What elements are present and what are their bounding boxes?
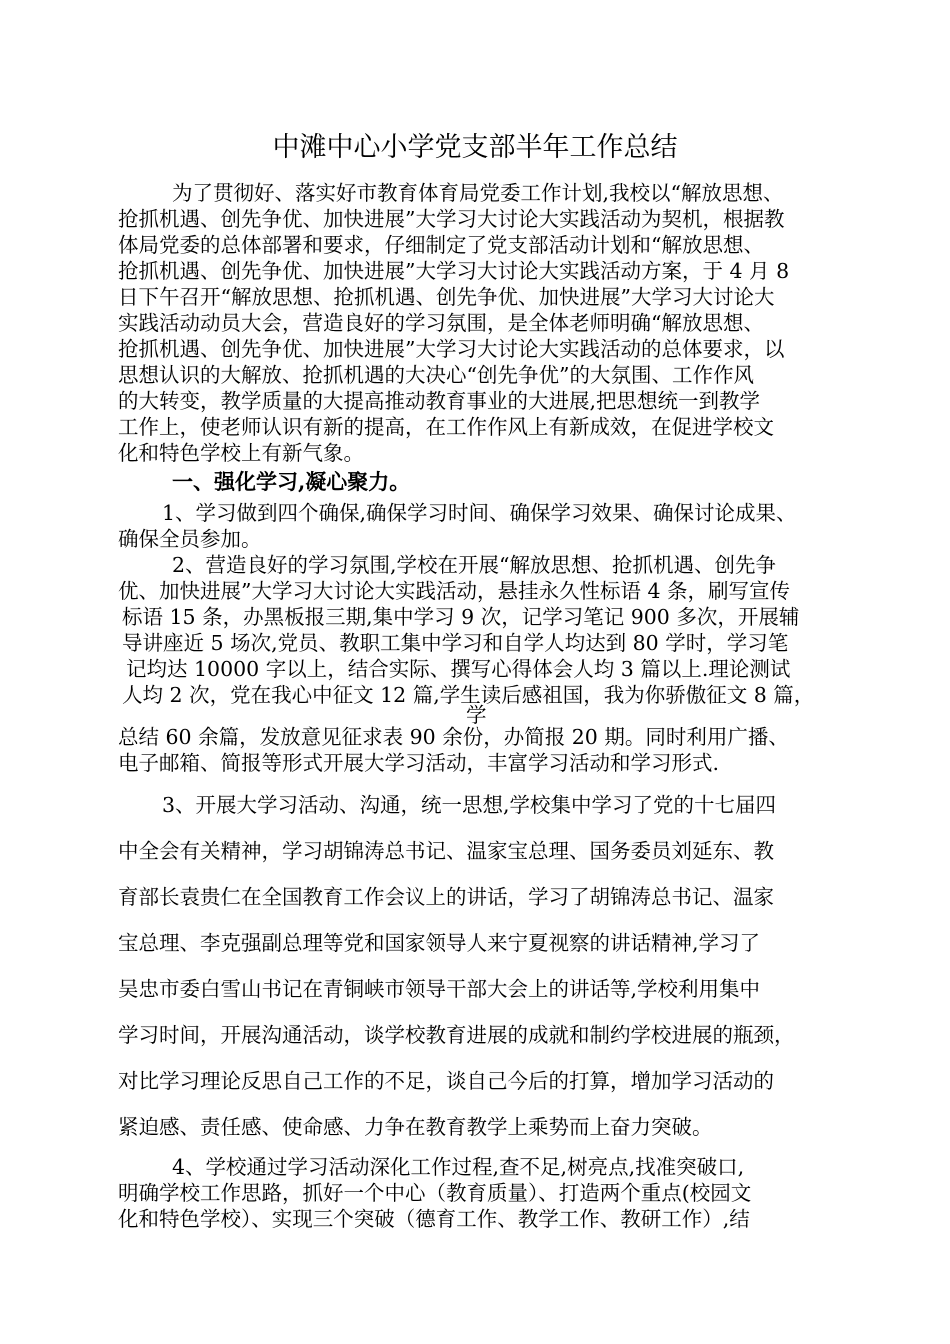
intro-line: 抢抓机遇、创先争优、加快进展”大学习大讨论大实践活动方案，于 4 月 8 (118, 259, 790, 283)
document-title: 中滩中心小学党支部半年工作总结 (272, 132, 678, 163)
intro-line: 实践活动动员大会，营造良好的学习氛围，是全体老师明确“解放思想、 (118, 311, 764, 335)
section-heading: 一、强化学习,凝心聚力。 (172, 469, 411, 494)
item4-line: 明确学校工作思路，抓好一个中心（教育质量）、打造两个重点(校园文 (118, 1181, 752, 1205)
item3-line: 3、开展大学习活动、沟通，统一思想,学校集中学习了党的十七届四 (162, 793, 777, 817)
item4-line: 化和特色学校）、实现三个突破（德育工作、教学工作、教研工作）,结 (118, 1207, 750, 1231)
item2-line: 2、营造良好的学习氛围,学校在开展“解放思想、抢抓机遇、创先争 (172, 553, 777, 577)
item2-line: 电子邮箱、简报等形式开展大学习活动，丰富学习活动和学习形式. (118, 751, 720, 775)
item1-line: 1、学习做到四个确保,确保学习时间、确保学习效果、确保讨论成果、 (162, 501, 797, 525)
item2-line: 总结 60 余篇，发放意见征求表 90 余份，办简报 20 期。同时利用广播、 (118, 725, 789, 749)
intro-line: 为了贯彻好、落实好市教育体育局党委工作计划,我校以“解放思想、 (172, 181, 784, 205)
item3-line: 育部长袁贵仁在全国教育工作会议上的讲话，学习了胡锦涛总书记、温家 (118, 885, 774, 909)
intro-line: 工作上，使老师认识有新的提高，在工作作风上有新成效，在促进学校文 (118, 415, 774, 439)
item2-line: 记均达 10000 字以上，结合实际、撰写心得体会人均 3 篇以上.理论测试 (126, 657, 791, 681)
intro-line: 抢抓机遇、创先争优、加快进展”大学习大讨论大实践活动为契机，根据教 (118, 207, 785, 231)
item2-line: 学 (466, 703, 487, 727)
item1-line: 确保全员参加。 (118, 527, 262, 551)
item3-line: 吴忠市委白雪山书记在青铜峡市领导干部大会上的讲话等,学校利用集中 (118, 977, 761, 1001)
item3-line: 中全会有关精神，学习胡锦涛总书记、温家宝总理、国务委员刘延东、教 (118, 839, 774, 863)
item2-line: 优、加快进展”大学习大讨论大实践活动，悬挂永久性标语 4 条，刷写宣传 (118, 579, 791, 603)
item3-line: 宝总理、李克强副总理等党和国家领导人来宁夏视察的讲话精神,学习了 (118, 931, 761, 955)
intro-line: 化和特色学校上有新气象。 (118, 441, 364, 465)
item2-line: 导讲座近 5 场次,党员、教职工集中学习和自学人均达到 80 学时，学习笔 (122, 631, 789, 655)
intro-line: 思想认识的大解放、抢抓机遇的大决心“创先争优”的大氛围、工作作风 (118, 363, 754, 387)
intro-line: 体局党委的总体部署和要求，仔细制定了党支部活动计划和“解放思想、 (118, 233, 764, 257)
item3-line: 紧迫感、责任感、使命感、力争在教育教学上乘势而上奋力突破。 (118, 1115, 713, 1139)
item4-line: 4、学校通过学习活动深化工作过程,查不足,树亮点,找准突破口, (172, 1155, 745, 1179)
item2-line: 人均 2 次，党在我心中征文 12 篇,学生读后感祖国，我为你骄傲征文 8 篇， (122, 683, 815, 707)
intro-line: 的大转变，教学质量的大提高推动教育事业的大进展,把思想统一到教学 (118, 389, 761, 413)
item3-line: 学习时间，开展沟通活动，谈学校教育进展的成就和制约学校进展的瓶颈， (118, 1023, 795, 1047)
intro-line: 抢抓机遇、创先争优、加快进展”大学习大讨论大实践活动的总体要求，以 (118, 337, 785, 361)
intro-line: 日下午召开“解放思想、抢抓机遇、创先争优、加快进展”大学习大讨论大 (118, 285, 775, 309)
item3-line: 对比学习理论反思自己工作的不足，谈自己今后的打算，增加学习活动的 (118, 1069, 774, 1093)
item2-line: 标语 15 条，办黑板报三期,集中学习 9 次，记学习笔记 900 多次，开展辅 (122, 605, 800, 629)
